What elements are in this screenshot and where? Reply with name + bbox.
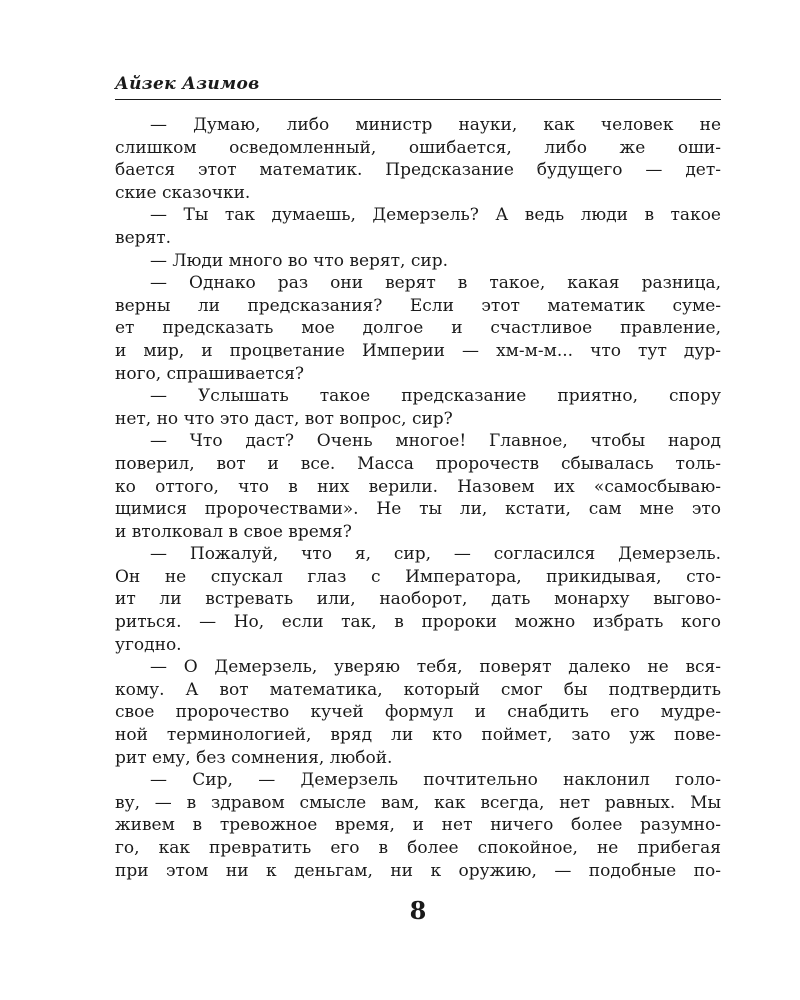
- text-line: — Думаю, либо министр науки, как человек не: [150, 115, 721, 135]
- text-line: Он не спускал глаз с Императора, прикидывая, сто-: [115, 566, 721, 587]
- body-text: [115, 114, 721, 882]
- text-line: верны ли предсказания? Если этот математик суме-: [115, 295, 721, 316]
- text-line: слишком осведомленный, ошибается, либо же оши-: [115, 137, 721, 158]
- text-line: живем в тревожное время, и нет ничего более разумно-: [115, 815, 721, 836]
- header-rule: [115, 99, 721, 100]
- text-line: и мир, и процветание Империи — хм-м-м... что тут дур-: [115, 340, 721, 361]
- text-line: — Услышать такое предсказание приятно, спору: [150, 386, 721, 407]
- text-line: ские сказочки.: [115, 182, 251, 203]
- page-number: 8: [409, 896, 427, 925]
- text-line: бается этот математик. Предсказание будущего — дет-: [115, 160, 721, 181]
- text-line: — Пожалуй, что я, сир, — согласился Демерзель.: [150, 544, 721, 565]
- text-line: ву, — в здравом смысле вам, как всегда, нет равных. Мы: [115, 792, 721, 813]
- text-line: щимися пророчествами». Не ты ли, кстати, сам мне это: [115, 499, 721, 520]
- text-line: ко оттого, что в них верили. Назовем их «самосбываю-: [115, 476, 721, 497]
- text-line: — Ты так думаешь, Демерзель? А ведь люди в такое: [150, 205, 721, 226]
- text-line: ного, спрашивается?: [115, 363, 305, 384]
- running-head: Айзек Азимов: [115, 74, 260, 94]
- text-line: — Люди много во что верят, сир.: [150, 250, 449, 271]
- text-line: ит ли встревать или, наоборот, дать монарху выгово-: [115, 589, 721, 610]
- text-line: — Сир, — Демерзель почтительно наклонил голо-: [150, 770, 721, 791]
- text-line: риться. — Но, если так, в пророки можно избрать кого: [115, 612, 721, 633]
- text-line: поверил, вот и все. Масса пророчеств сбывалась толь-: [115, 453, 721, 474]
- text-line: — Что даст? Очень многое! Главное, чтобы народ: [150, 431, 721, 452]
- text-line: нет, но что это даст, вот вопрос, сир?: [115, 408, 453, 429]
- text-line: угодно.: [115, 634, 182, 655]
- text-line: — О Демерзель, уверяю тебя, поверят далеко не вся-: [150, 657, 721, 678]
- text-line: ной терминологией, вряд ли кто поймет, зато уж пове-: [115, 725, 721, 746]
- text-line: при этом ни к деньгам, ни к оружию, — подобные по-: [115, 860, 721, 881]
- text-line: — Однако раз они верят в такое, какая разница,: [150, 273, 721, 294]
- text-line: кому. А вот математика, который смог бы подтвердить: [115, 679, 721, 700]
- text-line: го, как превратить его в более спокойное, не прибегая: [115, 838, 721, 858]
- text-line: ет предсказать мое долгое и счастливое правление,: [115, 318, 721, 339]
- text-line: свое пророчество кучей формул и снабдить его мудре-: [115, 702, 721, 723]
- text-line: рит ему, без сомнения, любой.: [115, 747, 393, 768]
- text-line: и втолковал в свое время?: [115, 521, 352, 542]
- text-line: верят.: [115, 227, 172, 248]
